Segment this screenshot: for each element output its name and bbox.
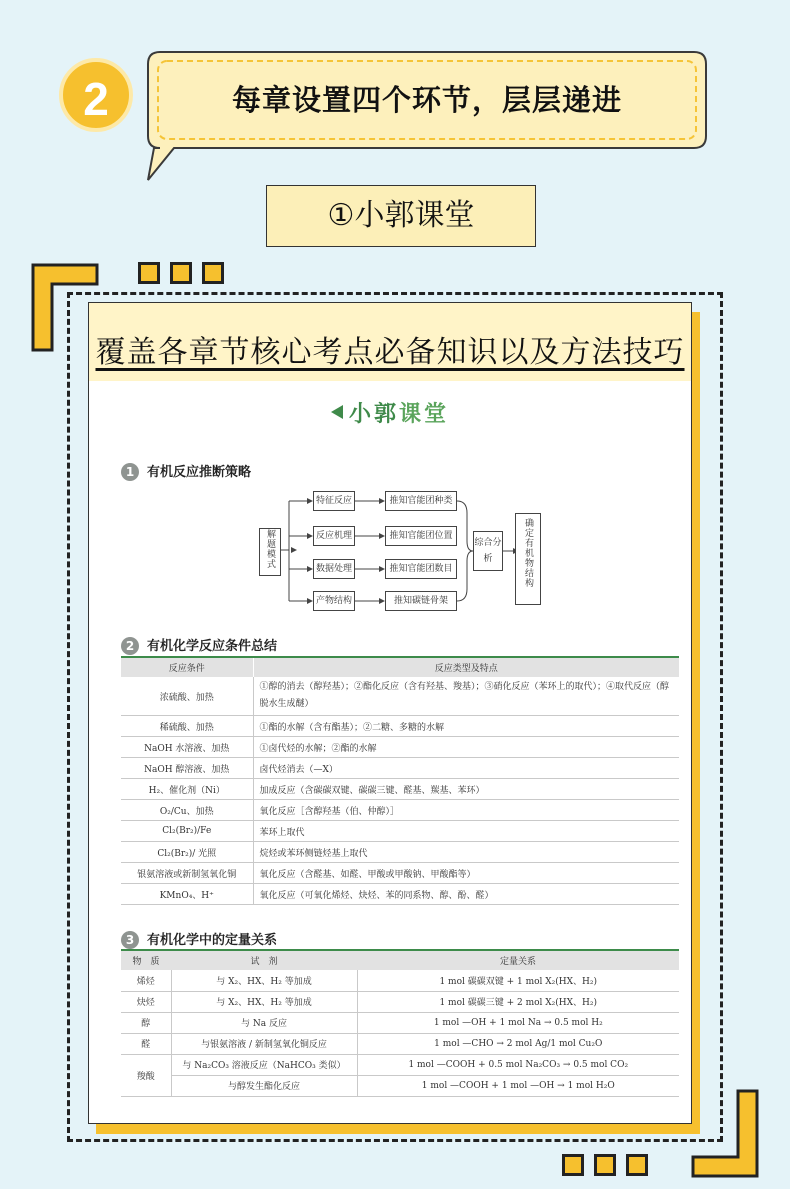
table-cell: 稀硫酸、加热 [121,716,253,737]
column-header: 物 质 [121,950,171,970]
table-cell: 1 mol —COOH + 0.5 mol Na₂CO₃ → 0.5 mol CO₂ [357,1054,679,1075]
flow-start-box [259,528,281,576]
table-cell: 与醇发生酯化反应 [171,1075,357,1096]
flow-inference-box: 推知碳链骨架 [385,591,457,611]
table-row [121,1033,679,1054]
table-cell: 与 X₂、HX、H₂ 等加成 [171,991,357,1012]
table-row [121,991,679,1012]
table-row [121,884,679,905]
table-cell: Cl₂(Br₂)/ 光照 [121,842,253,863]
section-3-number: 3 [121,931,139,949]
flow-connectors [89,303,693,633]
section-1-number: 1 [121,463,139,481]
table-cell: 苯环上取代 [253,821,679,842]
flow-feature-box: 特征反应 [313,491,355,511]
flow-inference-box: 推知官能团数目 [385,559,457,579]
section-3-title: 有机化学中的定量关系 [147,933,278,948]
flow-result-label: 确定有机物结构 [523,518,533,588]
column-header: 定量关系 [357,950,679,970]
brand-part1: 小郭 [348,402,399,427]
deco-square [170,262,192,284]
table-cell: 与 Na₂CO₃ 溶液反应（NaHCO₃ 类似） [171,1054,357,1075]
table-cell: 1 mol —CHO → 2 mol Ag/1 mol Cu₂O [357,1033,679,1054]
flow-combine-box: 综合分析 [473,531,503,571]
table-row [121,863,679,884]
table-cell: 卤代烃消去（—X） [253,758,679,779]
table-cell: 氧化反应（可氧化烯烃、炔烃、苯的同系物、醇、酚、醛） [253,884,679,905]
table-cell: KMnO₄、H⁺ [121,884,253,905]
table-row [121,737,679,758]
deco-square [562,1154,584,1176]
flow-inference-box: 推知官能团种类 [385,491,457,511]
step-number-badge: 2 [59,58,133,132]
headline: 每章设置四个环节，层层递进 [231,83,622,117]
flow-feature-box: 反应机理 [313,526,355,546]
table-cell: 1 mol —OH + 1 mol Na → 0.5 mol H₂ [357,1012,679,1033]
table-row [121,821,679,842]
flow-start-label: 解题模式 [265,529,275,569]
table-cell: ①卤代烃的水解；②酯的水解 [253,737,679,758]
table-cell: NaOH 水溶液、加热 [121,737,253,758]
table-cell: 氧化反应（含醛基、如醛、甲酸或甲酸钠、甲酸酯等） [253,863,679,884]
conditions-table [121,656,679,905]
section-2-title: 有机化学反应条件总结 [147,639,278,654]
table-row [121,716,679,737]
deco-square [202,262,224,284]
deco-square [594,1154,616,1176]
table-cell: 与 X₂、HX、H₂ 等加成 [171,970,357,991]
section-3-heading [121,929,277,949]
flow-feature-box: 产物结构 [313,591,355,611]
table-row [121,1054,679,1075]
table-cell: 加成反应（含碳碳双键、碳碳三键、醛基、羰基、苯环） [253,779,679,800]
table-cell: ①酯的水解（含有酯基）；②二糖、多糖的水解 [253,716,679,737]
deco-square [138,262,160,284]
table-cell: 烯烃 [121,970,171,991]
table-cell: ①醇的消去（醇羟基）；②酯化反应（含有羟基、羧基）；③硝化反应（苯环上的取代）；④取代反应（醇脱水生成醚） [253,677,679,716]
column-header: 反应类型及特点 [253,657,679,677]
table-cell: 醛 [121,1033,171,1054]
table-cell: 醇 [121,1012,171,1033]
content-card [88,302,692,1124]
table-cell: NaOH 醇溶液、加热 [121,758,253,779]
flow-feature-box: 数据处理 [313,559,355,579]
table-cell: 与 Na 反应 [171,1012,357,1033]
table-cell: 烷烃或苯环侧链烃基上取代 [253,842,679,863]
table-row [121,779,679,800]
column-header: 反应条件 [121,657,253,677]
table-row [121,800,679,821]
table-row [121,1075,679,1096]
table-cell: Cl₂(Br₂)/Fe [121,821,253,842]
table-cell: O₂/Cu、加热 [121,800,253,821]
deco-square [626,1154,648,1176]
table-cell: 1 mol 碳碳双键 + 1 mol X₂(HX、H₂) [357,970,679,991]
table-cell: 羧酸 [121,1054,171,1096]
brand-part2: 课堂 [399,402,450,427]
section-tag: ①小郭课堂 [266,185,536,247]
column-header: 试 剂 [171,950,357,970]
table-row [121,842,679,863]
table-cell: 1 mol 碳碳三键 + 2 mol X₂(HX、H₂) [357,991,679,1012]
table-header-row [121,657,679,677]
table-row [121,677,679,716]
flow-result-box [515,513,541,605]
table-cell: 浓硫酸、加热 [121,677,253,716]
table-cell: 1 mol —COOH + 1 mol —OH → 1 mol H₂O [357,1075,679,1096]
quantitative-table [121,949,679,1097]
table-cell: 银氨溶液或新制氢氧化铜 [121,863,253,884]
section-1-title: 有机反应推断策略 [147,465,252,480]
table-cell: 氧化反应［含醇羟基（伯、仲醇）］ [253,800,679,821]
section-2-number: 2 [121,637,139,655]
table-cell: 与银氨溶液 / 新制氢氧化铜反应 [171,1033,357,1054]
table-row [121,1012,679,1033]
table-row [121,970,679,991]
table-cell: 炔烃 [121,991,171,1012]
table-header-row [121,950,679,970]
section-2-heading [121,635,277,655]
card-title: 覆盖各章节核心考点必备知识以及方法技巧 [95,335,685,370]
table-cell: H₂、催化剂（Ni） [121,779,253,800]
table-row [121,758,679,779]
flow-inference-box: 推知官能团位置 [385,526,457,546]
